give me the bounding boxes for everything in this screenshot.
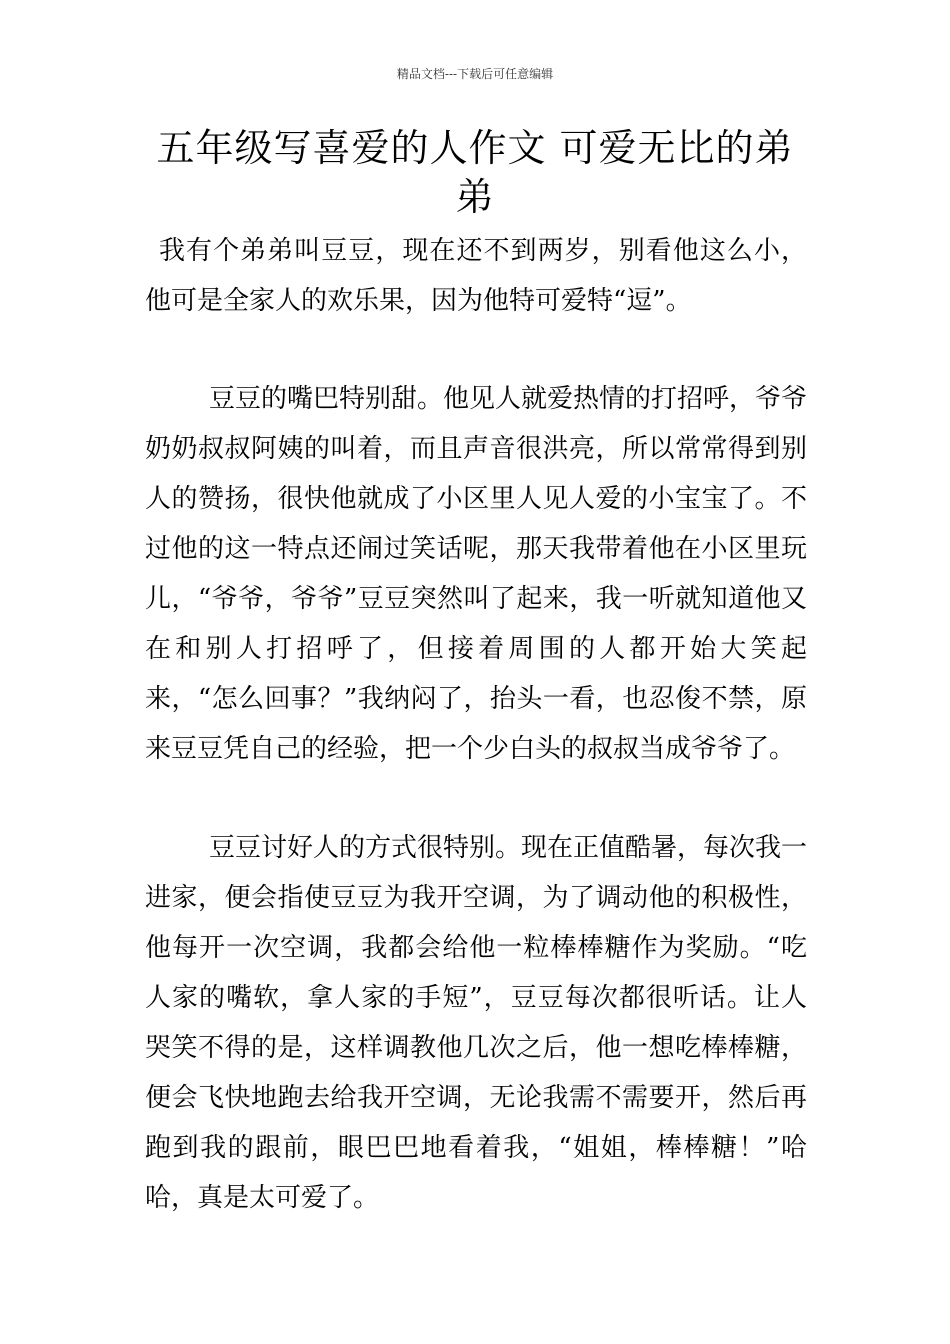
paragraph-sweet-mouth: 豆豆的嘴巴特别甜。他见人就爱热情的打招呼，爷爷奶奶叔叔阿姨的叫着，而且声音很洪亮，所以常常得到别人的赞扬，很快他就成了小区里人见人爱的小宝宝了。不过他的这一特点还闹过笑话呢，那天我带着他在小区里玩儿，“爷爷，爷爷”豆豆突然叫了起来，我一听就知道他又在和别人打招呼了，但接着周围的人都开始大笑起来，“怎么回事？”我纳闷了，抬头一看，也忍俊不禁，原来豆豆凭自己的经验，把一个少白头的叔叔当成爷爷了。	[145, 384, 808, 764]
document-title: 五年级写喜爱的人作文 可爱无比的弟弟	[156, 126, 794, 219]
paragraph-pleasing-people: 豆豆讨好人的方式很特别。现在正值酷暑，每次我一进家，便会指使豆豆为我开空调，为了调动他的积极性，他每开一次空调，我都会给他一粒棒棒糖作为奖励。“吃人家的嘴软，拿人家的手短”，豆豆每次都很听话。让人哭笑不得的是，这样调教他几次之后，他一想吃棒棒糖，便会飞快地跑去给我开空调，无论我需不需要开，然后再跑到我的跟前，眼巴巴地看着我，“姐姐，棒棒糖！”哈哈，真是太可爱了。	[145, 833, 808, 1213]
paragraph-intro: 我有个弟弟叫豆豆，现在还不到两岁，别看他这么小，他可是全家人的欢乐果，因为他特可爱特“逗”。	[145, 236, 807, 316]
header-note: 精品文档---下载后可任意编辑	[396, 67, 554, 81]
